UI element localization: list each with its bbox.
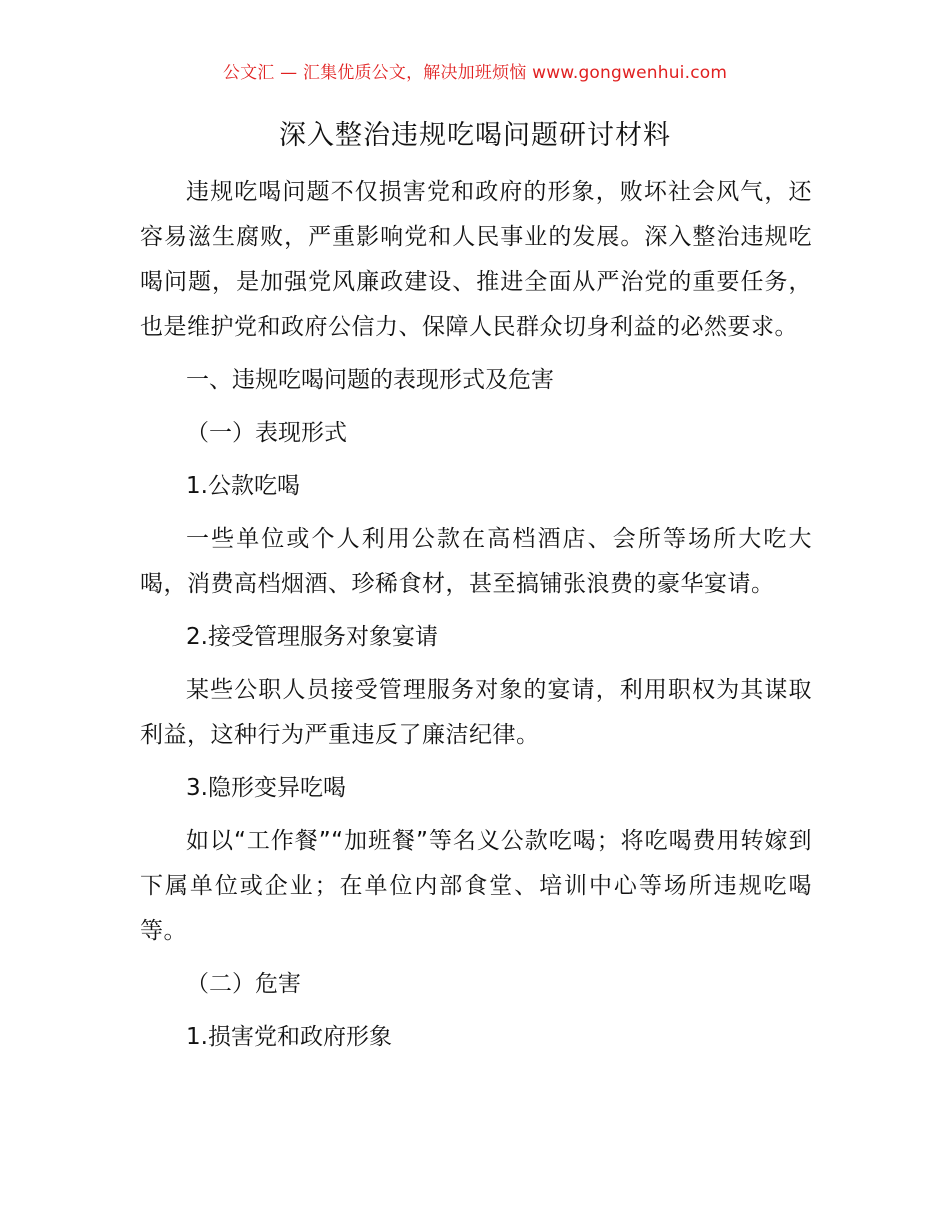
site-banner: 公文汇 — 汇集优质公文，解决加班烦恼 www.gongwenhui.com	[222, 63, 728, 83]
intro-paragraph: 违规吃喝问题不仅损害党和政府的形象，败坏社会风气，还容易滋生腐败，严重影响党和人民事业的发展。深入整治违规吃喝问题，是加强党风廉政建设、推进全面从严治党的重要任务，也是维护党和政府公信力、保障人民群众切身利益的必然要求。	[140, 179, 812, 340]
subsection-heading-1: （一）表现形式	[186, 420, 347, 446]
item-heading-2: 2.接受管理服务对象宴请	[186, 624, 438, 650]
section-heading-1: 一、违规吃喝问题的表现形式及危害	[186, 367, 554, 393]
item-paragraph-3: 如以“工作餐”“加班餐”等名义公款吃喝；将吃喝费用转嫁到下属单位或企业；在单位内部食堂、培训中心等场所违规吃喝等。	[140, 828, 812, 944]
item-paragraph-1: 一些单位或个人利用公款在高档酒店、会所等场所大吃大喝，消费高档烟酒、珍稀食材，甚至搞铺张浪费的豪华宴请。	[140, 526, 812, 597]
item-heading-1: 1.公款吃喝	[186, 473, 300, 499]
item-heading-3: 3.隐形变异吃喝	[186, 775, 346, 801]
item-paragraph-2: 某些公职人员接受管理服务对象的宴请，利用职权为其谋取利益，这种行为严重违反了廉洁纪律。	[140, 677, 812, 748]
harm-heading-1: 1.损害党和政府形象	[186, 1024, 392, 1050]
document-body	[140, 170, 812, 1068]
document-title: 深入整治违规吃喝问题研讨材料	[279, 120, 671, 151]
subsection-heading-2: （二）危害	[186, 971, 301, 997]
